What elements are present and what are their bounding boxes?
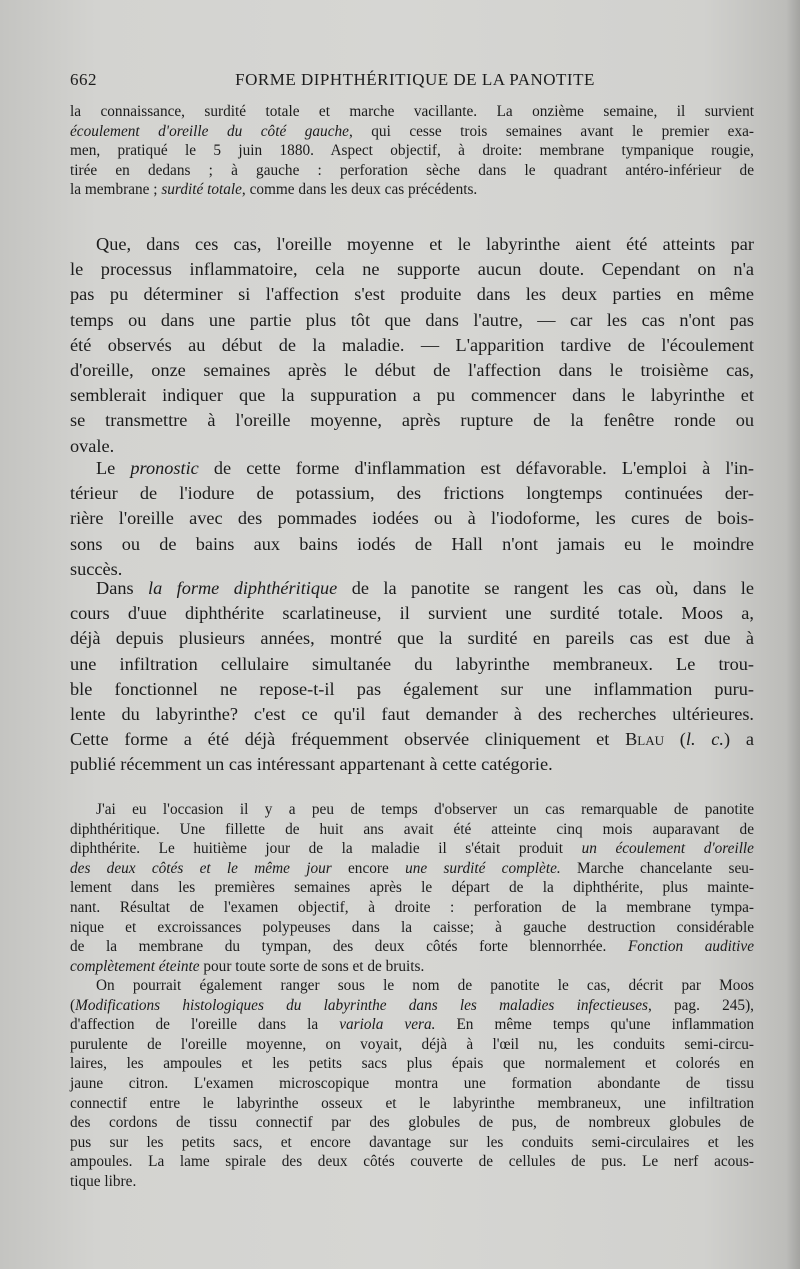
text-line: se transmettre à l'oreille moyenne, après rupture de la fenêtre ronde ou xyxy=(70,410,754,431)
text-line: (Modifications histologiques du labyrinthe dans les maladies infectieuses, pag. 245), xyxy=(70,996,754,1014)
text-line: connectif entre le labyrinthe osseux et le labyrinthe membraneux, une infiltration xyxy=(70,1094,754,1112)
text-line: lement dans les premières semaines après le départ de la diphthérite, plus mainte- xyxy=(70,879,754,897)
text-line: ovale. xyxy=(70,435,115,456)
text-line: lente du labyrinthe? c'est ce qu'il faut demander à des recherches ultérieures. xyxy=(70,704,754,725)
italic-text: la forme diphthéritique xyxy=(148,578,338,598)
page-number: 662 xyxy=(70,70,97,89)
text-line: nique et excroissances polypeuses dans la caisse; à gauche destruction considérable xyxy=(70,918,754,936)
text-line: Que, dans ces cas, l'oreille moyenne et le labyrinthe aient été atteints par xyxy=(96,234,754,254)
text-line: J'ai eu l'occasion il y a peu de temps d'observer un cas remarquable de panotite xyxy=(96,801,754,818)
text-line: des deux côtés et le même jour encore une surdité complète. Marche chancelante seu- xyxy=(70,859,754,877)
italic-text: Fonction auditive xyxy=(627,938,754,956)
text-line: diphthérite. Le huitième jour de la maladie il s'était produit un écoulement d'oreille xyxy=(70,840,754,858)
text-line: la connaissance, surdité totale et marche vacillante. La onzième semaine, il survient xyxy=(70,103,754,120)
text-line: ampoules. La lame spirale des deux côtés couverte de cellules de pus. Le nerf acous- xyxy=(70,1153,754,1171)
text-line: de la membrane du tympan, des deux côtés forte blennorrhée. Fonction auditive xyxy=(70,938,754,956)
italic-text: pronostic xyxy=(130,458,199,478)
text-line: été observés au début de la maladie. — L'apparition tardive de l'écoulement xyxy=(70,334,754,355)
text-line: le processus inflammatoire, cela ne supporte aucun doute. Cependant on n'a xyxy=(70,259,754,280)
text-line: pus sur les petits sacs, et encore davantage sur les conduits semi-circulaires et les xyxy=(70,1133,754,1151)
italic-text: Modifications histologiques du labyrinthe dans les maladies infectieuses xyxy=(75,996,648,1014)
paragraph-3 xyxy=(70,576,754,778)
text-line: diphthéritique. Une fillette de huit ans avait été atteinte cinq mois auparavant de xyxy=(70,820,754,838)
text-line: nant. Résultat de l'examen objectif, à droite : perforation de la membrane tympa- xyxy=(70,898,754,916)
italic-text: l. c. xyxy=(685,729,724,750)
italic-text: complètement éteinte xyxy=(70,957,200,975)
text-line: Dans la forme diphthéritique de la panotite se rangent les cas où, dans le xyxy=(96,578,755,598)
page-header xyxy=(70,70,760,94)
text-line: Cette forme a été déjà fréquemment observée cliniquement et Blau (l. c.) a xyxy=(70,729,754,750)
italic-text: un écoulement d'oreille xyxy=(581,840,754,858)
italic-text: des deux côtés et le même jour xyxy=(70,859,332,877)
text-line: men, pratiqué le 5 juin 1880. Aspect objectif, à droite: membrane tympanique rougie, xyxy=(70,142,754,160)
text-line: temps ou dans une partie plus tôt que dans l'autre, — car les cas n'ont pas xyxy=(70,309,754,330)
case-report-2 xyxy=(70,976,754,1192)
italic-text: variola vera. xyxy=(339,1016,436,1034)
case-continuation xyxy=(70,102,754,200)
text-line: rière l'oreille avec des pommades iodées ou à l'iodoforme, les cures de bois- xyxy=(70,508,754,529)
text-line: Le pronostic de cette forme d'inflammation est défavorable. L'emploi à l'in- xyxy=(96,458,755,478)
italic-text: une surdité complète. xyxy=(405,859,561,877)
text-line: une infiltration cellulaire simultanée du labyrinthe membraneux. Le trou- xyxy=(70,653,754,674)
text-line: sons ou de bains aux bains iodés de Hall n'ont jamais eu le moindre xyxy=(70,533,754,554)
text-line: ble fonctionnel ne repose-t-il pas également sur une inflammation puru- xyxy=(70,678,754,699)
text-line: cours d'uue diphthérite scarlatineuse, il survient une surdité totale. Moos a, xyxy=(70,603,754,624)
text-line: tique libre. xyxy=(70,1172,137,1190)
text-line: tirée en dedans ; à gauche : perforation sèche dans le quadrant antéro-inférieur de xyxy=(70,161,754,179)
text-line: d'affection de l'oreille dans la variola vera. En même temps qu'une inflammation xyxy=(70,1016,755,1034)
paragraph-2 xyxy=(70,456,754,582)
text-line: On pourrait également ranger sous le nom de panotite le cas, décrit par Moos xyxy=(96,977,754,994)
text-line: écoulement d'oreille du côté gauche, qui cesse trois semaines avant le premier exa- xyxy=(70,122,754,140)
author-name: Blau xyxy=(625,729,665,750)
text-line: semblerait indiquer que la suppuration a pu commencer dans le labyrinthe et xyxy=(70,385,754,406)
text-line: succès. xyxy=(70,558,123,579)
text-line: des cordons de tissu connectif par des globules de pus, de nombreux globules de xyxy=(70,1114,754,1132)
text-line: déjà depuis plusieurs années, montré que la surdité en pareils cas est due à xyxy=(70,628,754,649)
text-line: complètement éteinte pour toute sorte de sons et de bruits. xyxy=(70,957,425,975)
text-line: térieur de l'iodure de potassium, des frictions longtemps continuées der- xyxy=(70,483,754,504)
text-line: d'oreille, onze semaines après le début de l'affection dans le troisième cas, xyxy=(70,360,754,381)
running-title: FORME DIPHTHÉRITIQUE DE LA PANOTITE xyxy=(235,70,595,89)
italic-text: écoulement d'oreille du côté gauche xyxy=(70,122,349,140)
text-line: publié récemment un cas intéressant appartenant à cette catégorie. xyxy=(70,754,553,775)
italic-text: surdité totale xyxy=(161,181,242,199)
text-line: pas pu déterminer si l'affection s'est produite dans les deux parties en même xyxy=(70,284,754,305)
text-line: la membrane ; surdité totale, comme dans les deux cas précédents. xyxy=(70,181,478,199)
text-line: purulente de l'oreille moyenne, on voyait, déjà à l'œil nu, les conduits semi-circu- xyxy=(70,1035,754,1053)
text-line: laires, les ampoules et les petits sacs plus épais que normalement et colorés en xyxy=(70,1055,754,1073)
case-report-1 xyxy=(70,800,754,976)
text-line: jaune citron. L'examen microscopique montra une formation abondante de tissu xyxy=(70,1074,754,1092)
paragraph-1 xyxy=(70,232,754,459)
